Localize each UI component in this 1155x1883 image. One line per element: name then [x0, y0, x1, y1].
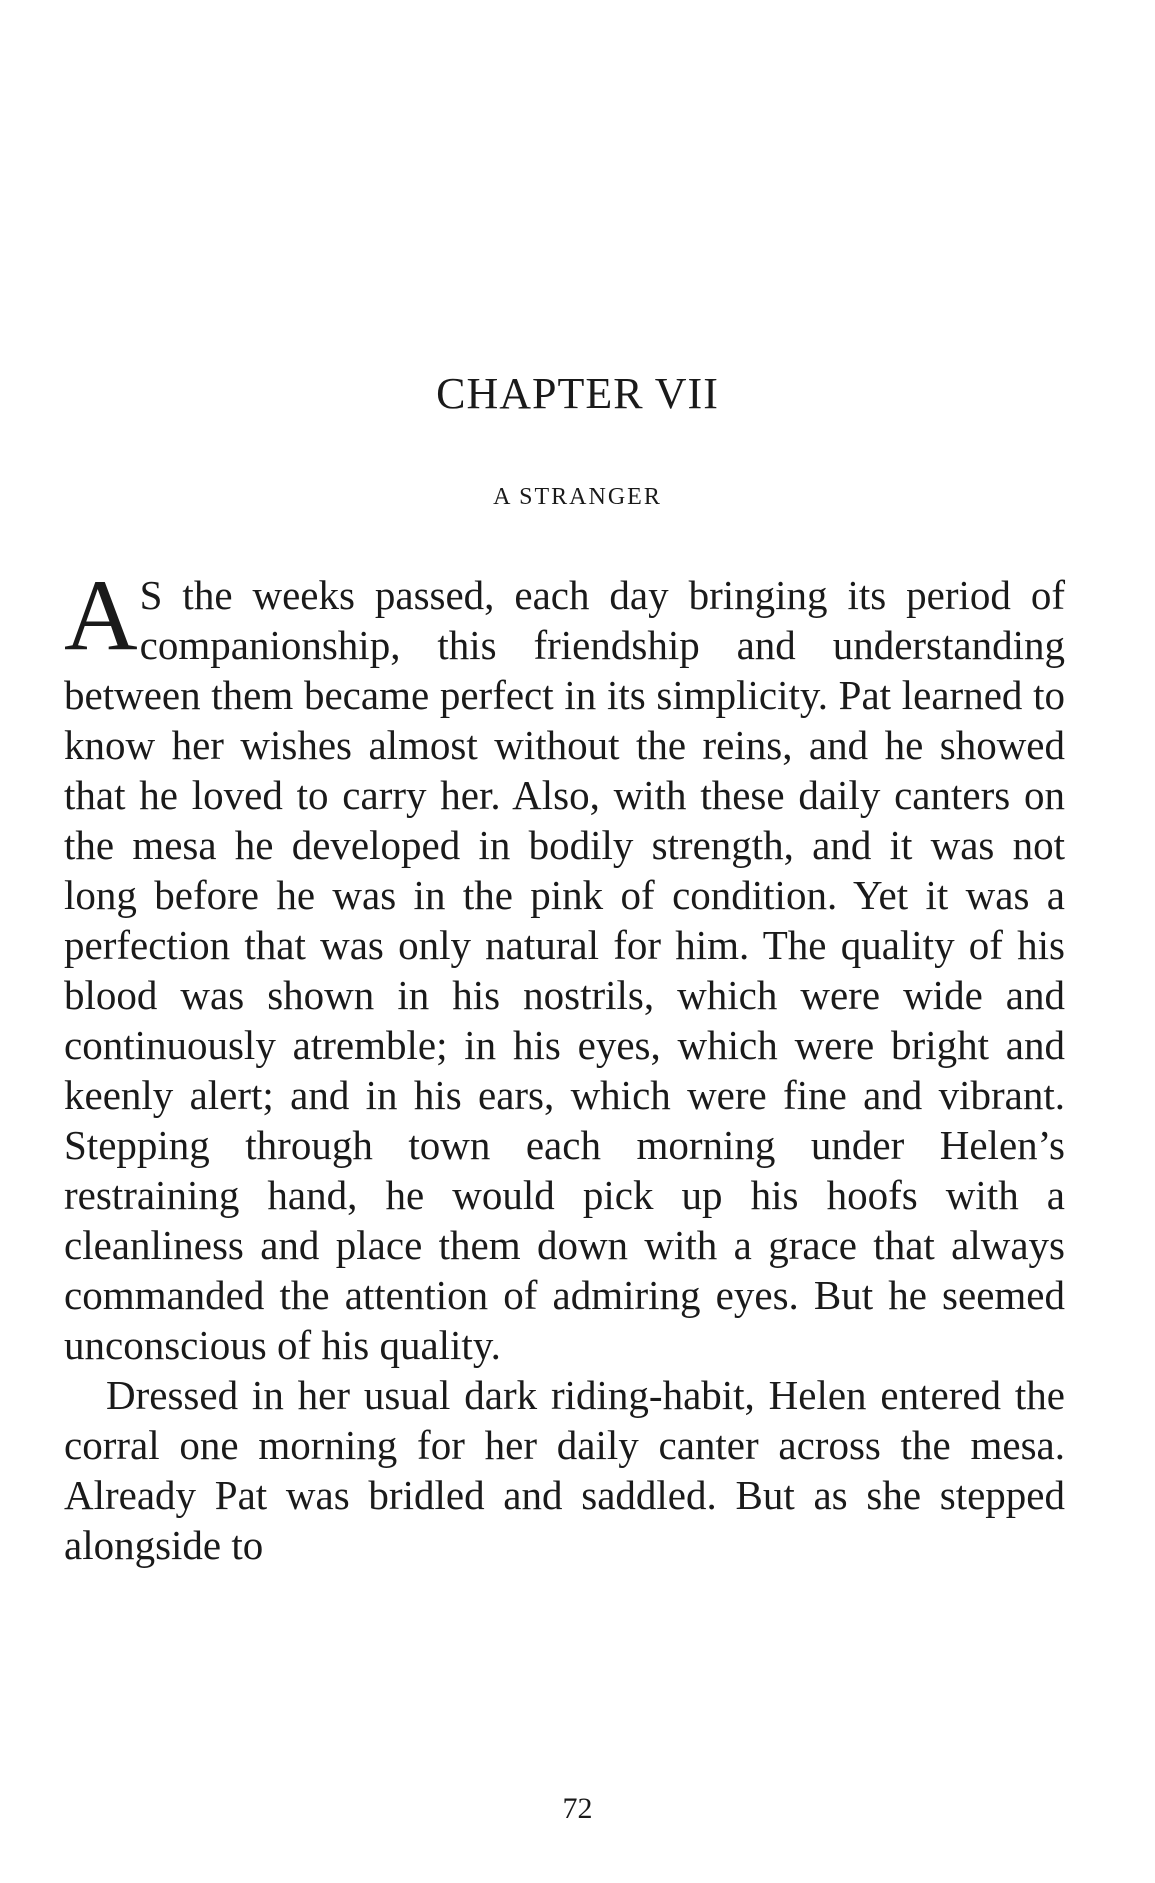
paragraph-2: Dressed in her usual dark riding-habit, Helen entered the corral one morning for her daily canter across the mesa. Already Pat was bridled and saddled. But as she stepped alongside to [64, 1372, 1065, 1568]
paragraph-1 [64, 559, 1065, 1370]
paragraph-1-text: S the weeks passed, each day bringing its period of companionship, this friendship and understanding between them became perfect in its simplicity. Pat learned to know her wishes almost without the reins, and he showed that he loved to carry her. Also, with these daily canters on the mesa he developed in bodily strength, and it was not long before he was in the pink of condition. Yet it was a perfection that was only natural for him. The quality of his blood was shown in his nostrils, which were wide and continuously atremble; in his eyes, which were bright and keenly alert; and in his ears, which were fine and vibrant. Stepping through town each morning under Helen’s restraining hand, he would pick up his hoofs with a cleanliness and place them down with a grace that always commanded the attention of admiring eyes. But he seemed unconscious of his quality. [64, 572, 1065, 1368]
page-number: 72 [562, 1792, 593, 1825]
drop-cap: A [64, 559, 138, 672]
chapter-body [64, 559, 1065, 1570]
chapter-subtitle: A STRANGER [493, 484, 662, 510]
chapter-title: CHAPTER VII [436, 369, 719, 418]
